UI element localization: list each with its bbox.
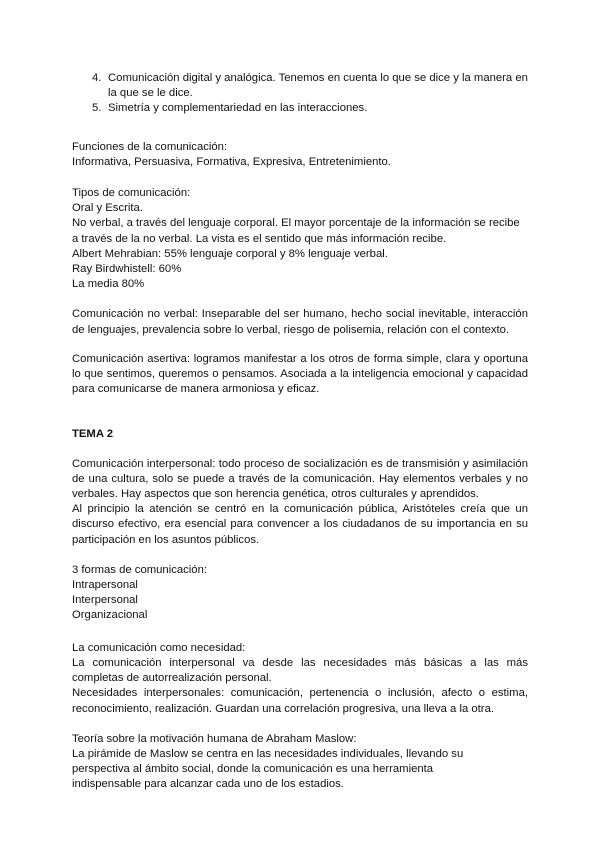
tipos-mehrabian: Albert Mehrabian: 55% lenguaje corporal y 8% lenguaje verbal. xyxy=(72,247,388,260)
tipos-media: La media 80% xyxy=(72,278,145,291)
list-item xyxy=(72,71,528,101)
necesidad-paragraph-2: Necesidades interpersonales: comunicación, pertenencia o inclusión, afecto o estima, reconocimiento, realización. Guardan una correlación progresiva, una lleva a la otra. xyxy=(72,687,528,715)
tipos-oral: Oral y Escrita. xyxy=(72,202,143,215)
asertiva-definition: Comunicación asertiva: logramos manifestar a los otros de forma simple, clara y oportuna lo que sentimos, queremos o pensamos. Asociada a la inteligencia emocional y capacidad para comunicarse de manera armoniosa y eficaz. xyxy=(72,352,528,396)
formas-title: 3 formas de comunicación: xyxy=(72,563,207,576)
maslow-line: perspectiva al ámbito social, donde la comunicación es una herramienta xyxy=(72,763,434,776)
funciones-items: Informativa, Persuasiva, Formativa, Expresiva, Entretenimiento. xyxy=(72,155,391,168)
page-content xyxy=(72,71,528,793)
forma-item: Intrapersonal xyxy=(72,579,138,592)
necesidad-title: La comunicación como necesidad: xyxy=(72,641,246,654)
tipos-birdwhistell: Ray Birdwhistell: 60% xyxy=(72,263,182,276)
no-verbal-definition: Comunicación no verbal: Inseparable del ser humano, hecho social inevitable, interacción de lenguajes, prevalencia sobre lo verbal, riesgo de polisemia, relación con el contexto. xyxy=(72,308,528,336)
funciones-title: Funciones de la comunicación: xyxy=(72,140,228,153)
list-item-text: Simetría y complementariedad en las interacciones. xyxy=(108,102,368,115)
tipos-no-verbal: No verbal, a través del lenguaje corporal. El mayor porcentaje de la información se recibe a través de la no verbal. La vista es el sentido que más información recibe. xyxy=(72,217,520,245)
maslow-title: Teoría sobre la motivación humana de Abraham Maslow: xyxy=(72,732,357,745)
tipos-title: Tipos de comunicación: xyxy=(72,187,191,200)
list-item-text: Comunicación digital y analógica. Tenemos en cuenta lo que se dice y la manera en la que se le dice. xyxy=(108,72,528,100)
list-item-number: 5. xyxy=(92,102,102,115)
necesidad-paragraph-1: La comunicación interpersonal va desde las necesidades más básicas a las más completas de autorrealización personal. xyxy=(72,656,528,685)
maslow-line: La pirámide de Maslow se centra en las necesidades individuales, llevando su xyxy=(72,747,464,760)
maslow-line: indispensable para alcanzar cada uno de los estadios. xyxy=(72,778,344,791)
list-item-number: 4. xyxy=(92,72,102,84)
forma-item: Interpersonal xyxy=(72,594,138,607)
principio-paragraph: Al principio la atención se centró en la comunicación pública, Aristóteles creía que un discurso efectivo, era esencial para convencer a los ciudadanos de su importancia en su participación en los asuntos públicos. xyxy=(72,503,528,546)
tema-2-heading: TEMA 2 xyxy=(72,428,114,441)
list-item xyxy=(72,101,528,116)
interpersonal-paragraph: Comunicación interpersonal: todo proceso de socialización es de transmisión y asimilación de una cultura, solo se puede a través de la comunicación. Hay elementos verbales y no verbales. Hay aspectos que son herencia genética, otros culturales y aprendidos. xyxy=(72,457,528,501)
numbered-list xyxy=(72,71,528,117)
forma-item: Organizacional xyxy=(72,609,148,622)
